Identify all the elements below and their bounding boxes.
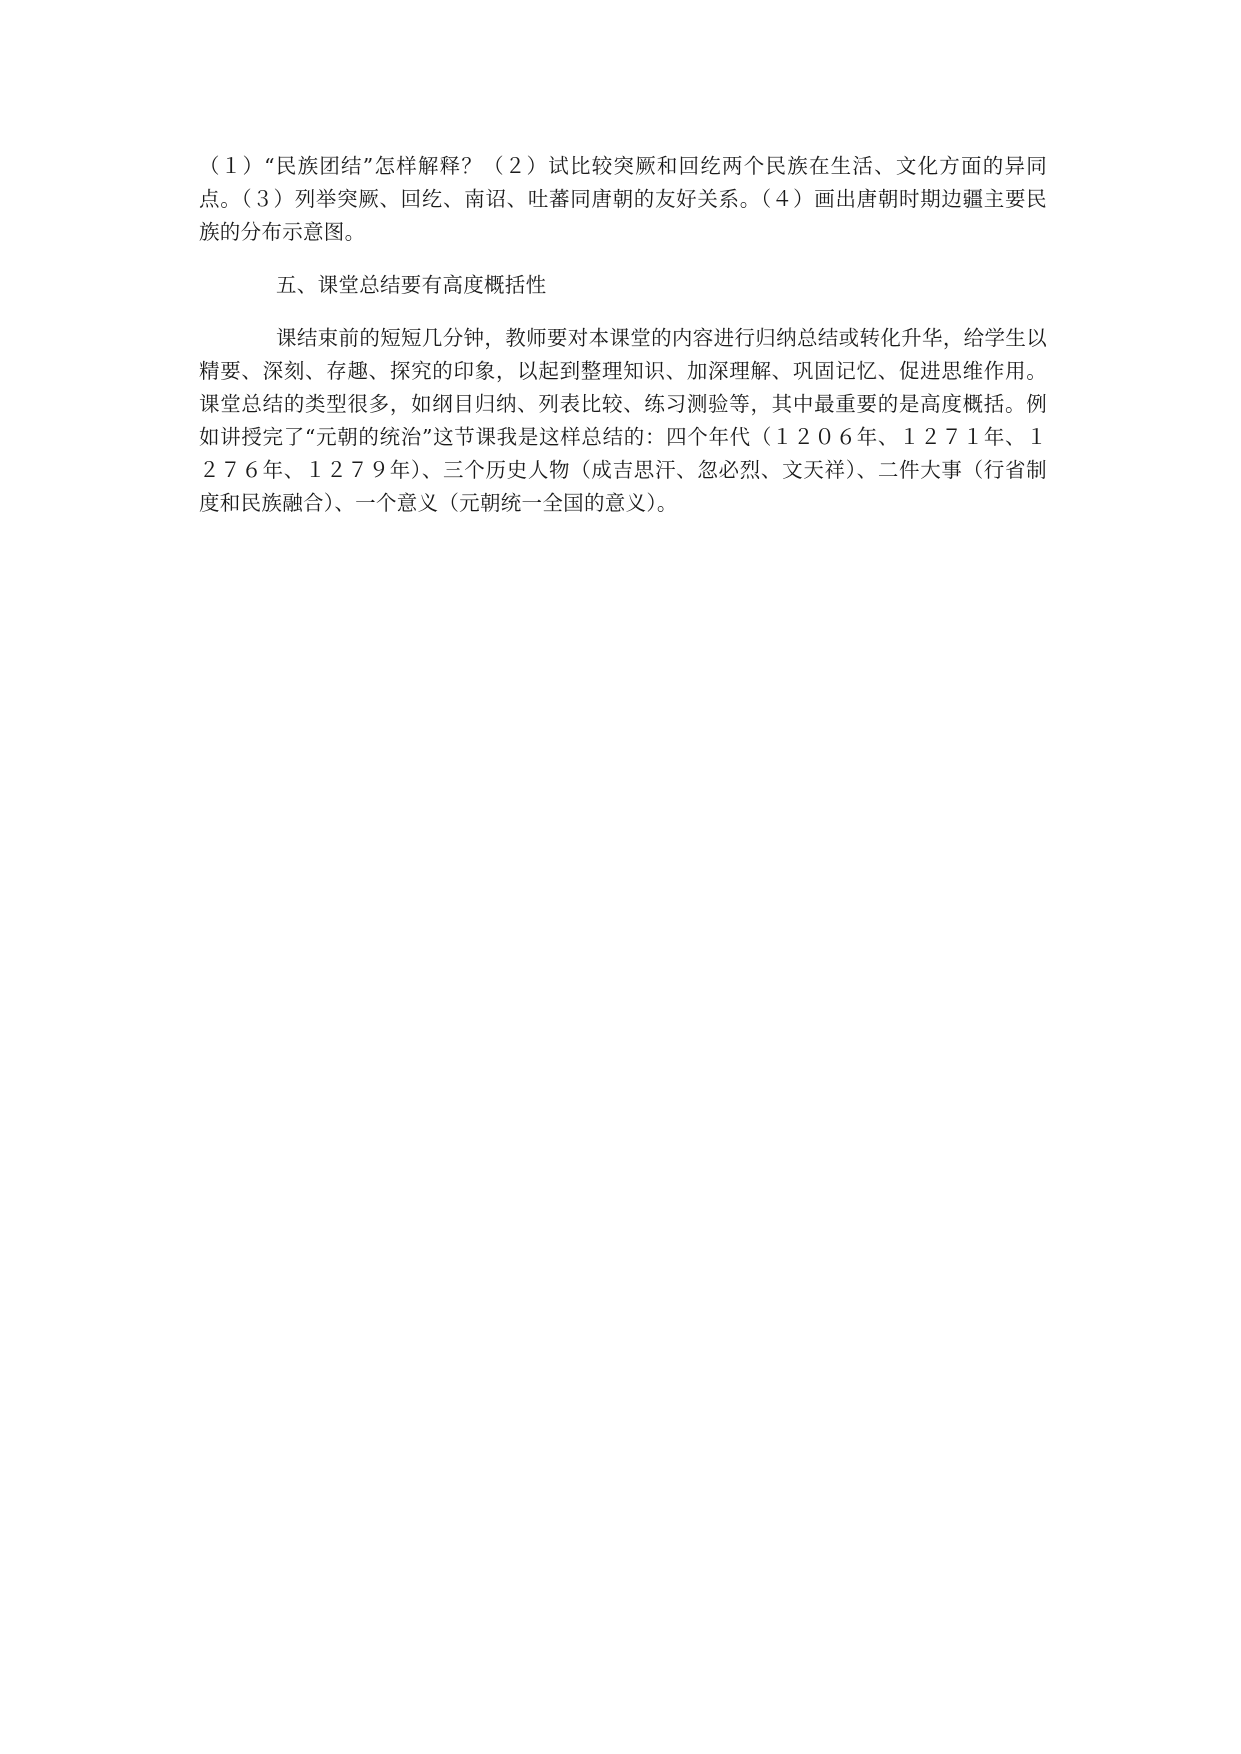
paragraph-summary: 课结束前的短短几分钟，教师要对本课堂的内容进行归纳总结或转化升华，给学生以精要、深刻、存趣、探究的印象，以起到整理知识、加深理解、巩固记忆、促进思维作用。课堂总结的类型很多，如纲目归纳、列表比较、练习测验等，其中最重要的是高度概括。例如讲授完了“元朝的统治”这节课我是这样总结的：四个年代（１２０６年、１２７１年、１２７６年、１２７９年）、三个历史人物（成吉思汗、忽必烈、文天祥）、二件大事（行省制度和民族融合）、一个意义（元朝统一全国的意义）。 bbox=[199, 326, 1047, 515]
section-heading: 五、课堂总结要有高度概括性 bbox=[276, 273, 547, 297]
paragraph-questions: （１）“民族团结”怎样解释？（２）试比较突厥和回纥两个民族在生活、文化方面的异同点。（３）列举突厥、回纥、南诏、吐蕃同唐朝的友好关系。（４）画出唐朝时期边疆主要民族的分布示意图。 bbox=[199, 154, 1047, 244]
document-page bbox=[199, 150, 1047, 520]
